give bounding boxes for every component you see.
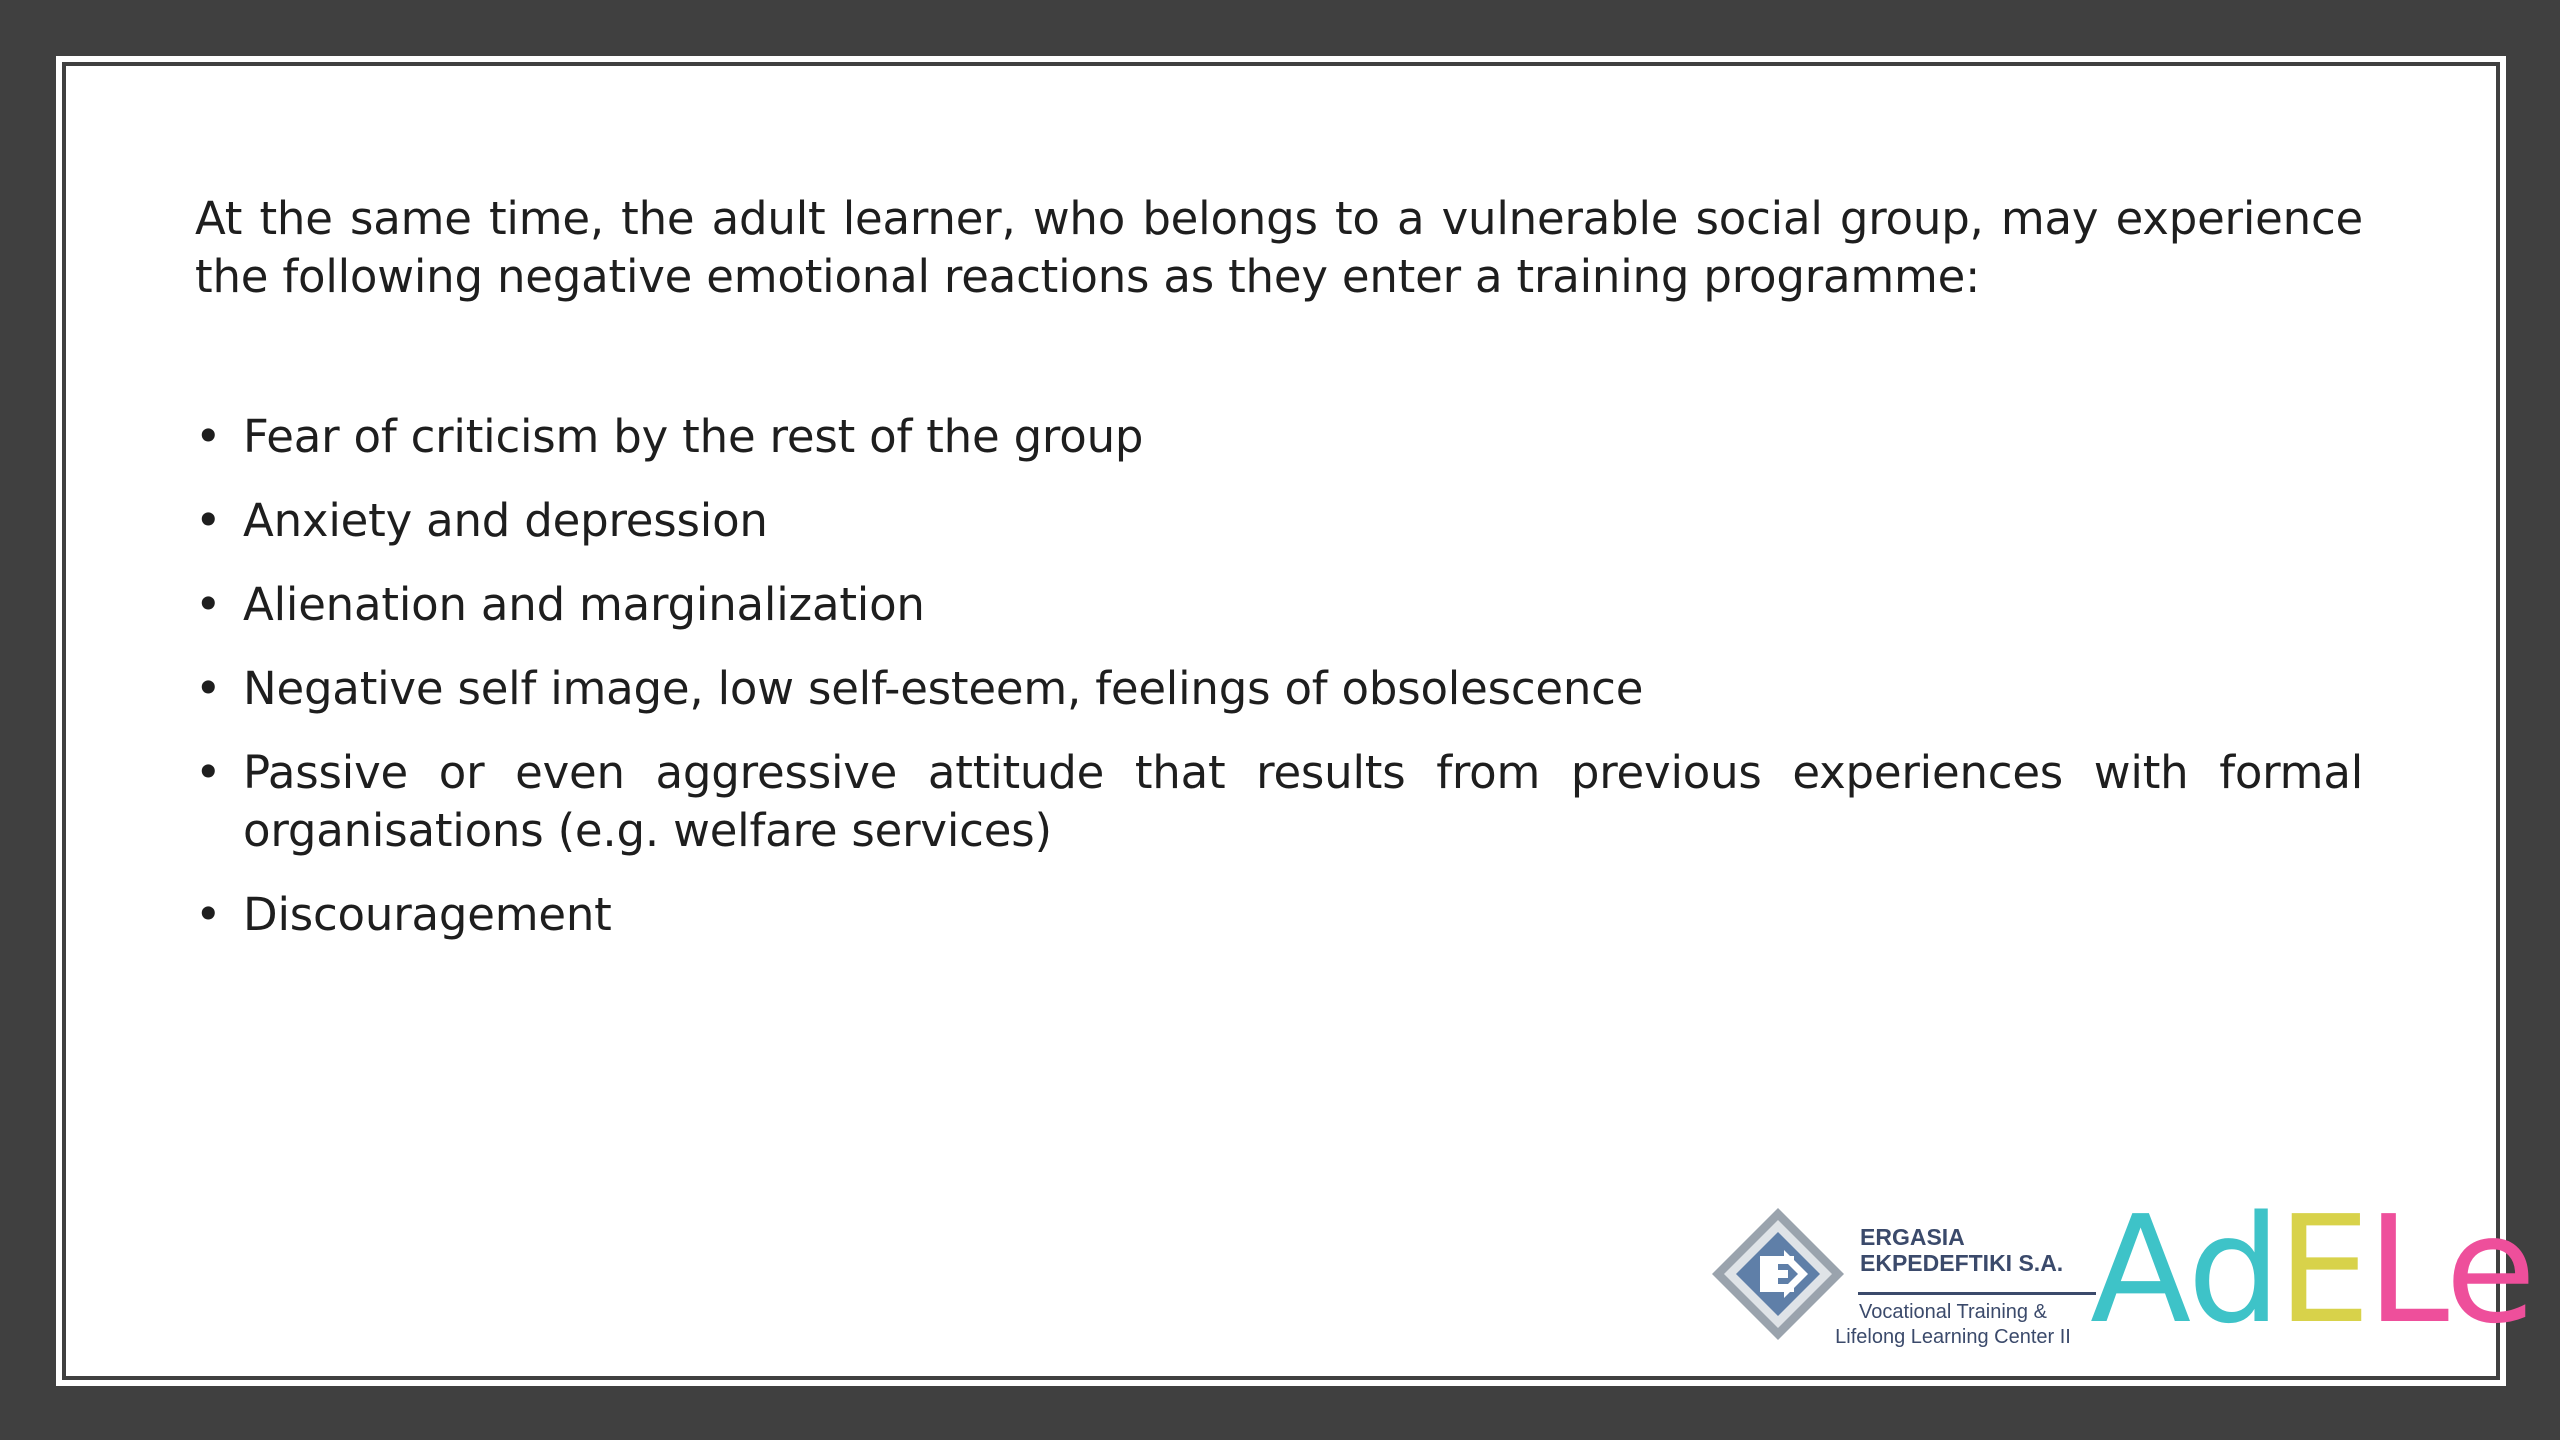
list-item: [195, 744, 2363, 860]
ergasia-logo-divider: [1858, 1292, 2096, 1295]
list-item-text: Negative self image, low self-esteem, feelings of obsolescence: [243, 662, 1644, 715]
bullet-icon: •: [195, 578, 222, 631]
adele-logo-letter: A: [2090, 1184, 2188, 1356]
intro-paragraph: At the same time, the adult learner, who belongs to a vulnerable social group, may experience the following negative emotional reactions as they enter a training programme:: [195, 192, 2363, 303]
adele-logo-letter: E: [2277, 1184, 2367, 1356]
adele-logo-letter: L: [2366, 1184, 2446, 1356]
bullet-icon: •: [195, 494, 222, 547]
ergasia-logo-subtitle: [1812, 1300, 2094, 1350]
bullet-icon: •: [195, 662, 222, 715]
ergasia-logo-sub2: Lifelong Learning Center II: [1835, 1326, 2071, 1348]
ergasia-logo-line2: EKPEDEFTIKI S.A.: [1860, 1250, 2064, 1276]
bullet-icon: •: [195, 746, 222, 799]
ergasia-logo: [1708, 1194, 2096, 1354]
bullet-icon: •: [195, 888, 222, 941]
list-item-text: Fear of criticism by the rest of the group: [243, 410, 1144, 463]
adele-logo: [2090, 1184, 2533, 1356]
list-item: [195, 576, 2363, 634]
list-item: [195, 408, 2363, 466]
list-item: [195, 660, 2363, 718]
list-item-text: Discouragement: [243, 888, 612, 941]
slide-content: [195, 190, 2363, 970]
adele-logo-letter: e: [2445, 1184, 2533, 1356]
adele-logo-letter: d: [2187, 1184, 2278, 1356]
list-item-text: Passive or even aggressive attitude that results from previous experiences with formal organisations (e.g. welfare services): [243, 746, 2363, 857]
ergasia-logo-sub1: Vocational Training &: [1859, 1301, 2047, 1323]
list-item-text: Alienation and marginalization: [243, 578, 925, 631]
bullet-icon: •: [195, 410, 222, 463]
footer-logos: [1700, 1184, 2533, 1356]
reactions-list: [195, 408, 2363, 944]
list-item: [195, 886, 2363, 944]
list-item: [195, 492, 2363, 550]
list-item-text: Anxiety and depression: [243, 494, 768, 547]
ergasia-logo-line1: ERGASIA: [1860, 1224, 1965, 1250]
ergasia-logo-name: [1860, 1224, 2063, 1276]
